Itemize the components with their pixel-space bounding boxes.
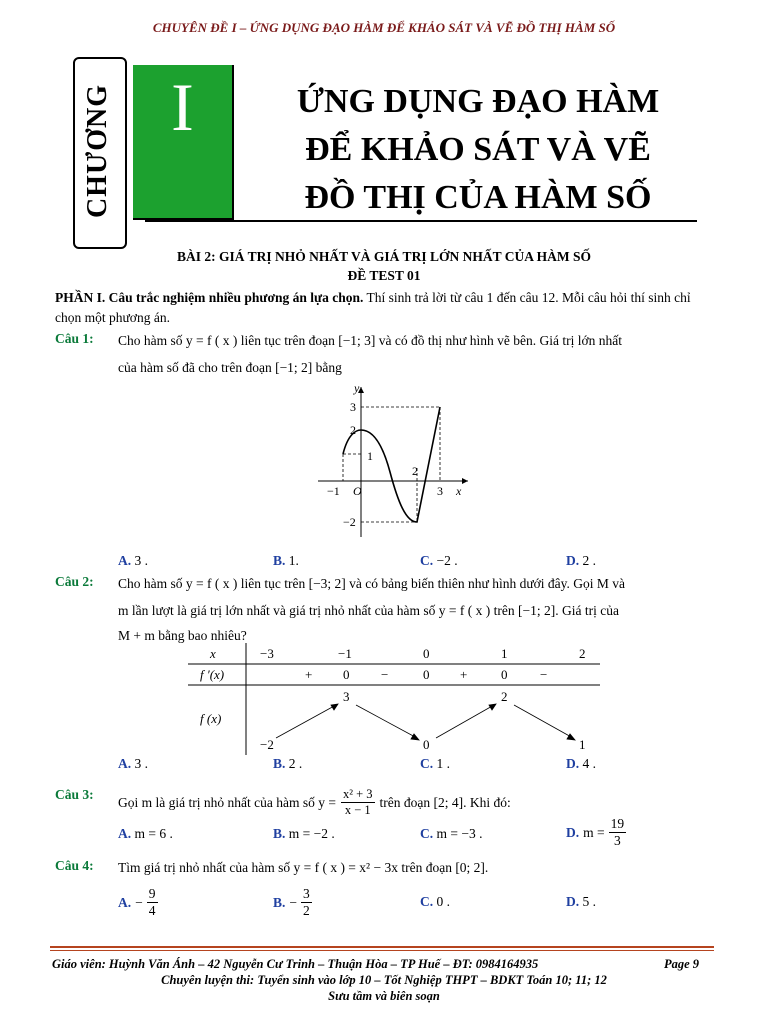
numerator: 3 — [303, 886, 310, 901]
question-text: của hàm số đã cho trên đoạn [−1; 2] bằng — [118, 360, 342, 375]
option-a[interactable]: A. 3 . — [118, 756, 148, 771]
question-label: Câu 3: — [55, 787, 94, 802]
variation-arrows — [276, 704, 575, 740]
fraction — [301, 886, 312, 919]
option-a[interactable]: A. − $\frac{9}{4}$ — [118, 886, 156, 918]
chapter-word: CHƯƠNG — [82, 83, 114, 219]
question-text: m lần lượt là giá trị lớn nhất và giá trị nhỏ nhất của hàm số y = f ( x ) trên [−1; 2]. Giá trị của — [118, 603, 619, 618]
x-value: −3 — [260, 646, 274, 661]
option-b[interactable]: B. m = −2 . — [273, 826, 335, 841]
origin-label: O — [353, 484, 362, 498]
fraction — [609, 816, 627, 849]
sign-value: 0 — [343, 667, 350, 682]
x-value: 2 — [579, 646, 586, 661]
curve — [343, 407, 440, 522]
title-underline — [145, 220, 697, 222]
tick-label: 3 — [437, 484, 443, 498]
question-label: Câu 4: — [55, 858, 94, 873]
lesson-title: BÀI 2: GIÁ TRỊ NHỎ NHẤT VÀ GIÁ TRỊ LỚN NHẤT CỦA HÀM SỐ — [177, 249, 591, 264]
chapter-label — [73, 57, 123, 245]
sign-value: 0 — [501, 667, 508, 682]
running-header: CHUYÊN ĐỀ I – ỨNG DỤNG ĐẠO HÀM ĐỂ KHẢO SÁT VÀ VẼ ĐỒ THỊ HÀM SỐ — [152, 20, 616, 35]
footer-course: Chuyên luyện thi: Tuyển sinh vào lớp 10 – Tốt Nghiệp THPT – BDKT Toán 10; 11; 12 — [161, 973, 607, 987]
f-value: 3 — [343, 689, 350, 704]
row-header: f (x) — [200, 711, 222, 726]
f-value: 1 — [579, 737, 586, 752]
tick-label: 2 — [412, 464, 418, 478]
option-c[interactable]: C. −2 . — [420, 553, 458, 568]
numerator: 19 — [610, 816, 625, 831]
y-axis-label: y — [354, 382, 360, 395]
sign-value: 0 — [423, 667, 430, 682]
chapter-title — [258, 78, 698, 222]
part-instructions — [55, 288, 715, 328]
page-number: Page 9 — [664, 957, 700, 971]
denominator: 3 — [614, 833, 621, 848]
tick-label: 1 — [367, 449, 373, 463]
x-axis-label: x — [456, 484, 462, 498]
row-header: x — [210, 646, 216, 661]
denominator: 4 — [148, 903, 156, 918]
tick-label: 2 — [350, 423, 356, 437]
option-d[interactable]: D. 4 . — [566, 756, 596, 771]
option-c[interactable]: C. m = −3 . — [420, 826, 483, 841]
question-text: Cho hàm số y = f ( x ) liên tục trên đoạn [−1; 3] và có đồ thị như hình vẽ bên. Giá trị lớn nhất — [118, 333, 622, 348]
chapter-number: I — [171, 69, 194, 145]
question-label: Câu 1: — [55, 331, 94, 346]
test-title: ĐỀ TEST 01 — [347, 268, 421, 283]
fraction — [341, 787, 375, 818]
question-prefix: Gọi m là giá trị nhỏ nhất của hàm số y = — [118, 794, 336, 810]
question-text: Cho hàm số y = f ( x ) liên tục trên [−3; 2] và có bảng biến thiên như hình dưới đây. Gọi M và — [118, 576, 626, 591]
sign-value: + — [460, 667, 468, 682]
option-a[interactable]: A. 3 . — [118, 553, 148, 568]
fraction — [147, 886, 158, 919]
option-c[interactable]: C. 1 . — [420, 756, 450, 771]
f-value: −2 — [260, 737, 274, 752]
chapter-title-line: ĐỒ THỊ CỦA HÀM SỐ — [304, 179, 652, 216]
chapter-title-line: ĐỂ KHẢO SÁT VÀ VẼ — [305, 131, 651, 168]
footer-rule — [50, 950, 714, 951]
option-b[interactable]: B. 1. — [273, 553, 299, 568]
sign-value: − — [381, 667, 389, 682]
option-b[interactable]: B. − $\frac{3}{2}$ — [273, 886, 310, 918]
part-heading: PHẦN I. Câu trắc nghiệm nhiều phương án lựa chọn. — [55, 290, 364, 305]
part-text: Thí sinh trả lời từ câu 1 đến câu 12. Mỗi câu hỏi thí sinh chỉ chọn một phương án. — [55, 290, 691, 325]
f-value: 0 — [423, 737, 430, 752]
tick-label: 3 — [350, 400, 356, 414]
x-value: −1 — [338, 646, 352, 661]
x-value: 1 — [501, 646, 508, 661]
question-suffix: trên đoạn [2; 4]. Khi đó: — [379, 794, 511, 810]
tick-label: −2 — [343, 515, 356, 529]
numerator: x² + 3 — [342, 787, 373, 801]
option-d[interactable]: D. m = $\frac{19}{3}$ — [566, 816, 625, 848]
footer-note: Sưu tầm và biên soạn — [328, 989, 440, 1003]
function-graph — [310, 382, 475, 542]
question-text — [118, 787, 511, 818]
variation-table — [188, 643, 600, 755]
sign-value: + — [305, 667, 313, 682]
x-value: 0 — [423, 646, 430, 661]
f-value: 2 — [501, 689, 508, 704]
x-axis-arrow — [462, 478, 468, 484]
footer-teacher: Giáo viên: Huỳnh Văn Ánh – 42 Nguyễn Cư Trinh – Thuận Hòa – TP Huế – ĐT: 0984164935 — [52, 957, 539, 971]
option-d[interactable]: D. 2 . — [566, 553, 596, 568]
tick-label: −1 — [327, 484, 340, 498]
question-text: M + m bằng bao nhiêu? — [118, 628, 247, 643]
option-a[interactable]: A. m = 6 . — [118, 826, 173, 841]
row-header: f ′(x) — [200, 667, 225, 682]
question-text: Tìm giá trị nhỏ nhất của hàm số y = f ( x ) = x² − 3x trên đoạn [0; 2]. — [118, 860, 489, 875]
sign-value: − — [540, 667, 548, 682]
denominator: x − 1 — [344, 803, 371, 817]
guide-lines — [343, 407, 440, 522]
denominator: 2 — [303, 903, 310, 918]
chapter-title-line: ỨNG DỤNG ĐẠO HÀM — [296, 83, 660, 120]
option-b[interactable]: B. 2 . — [273, 756, 303, 771]
option-d[interactable]: D. 5 . — [566, 894, 596, 909]
numerator: 9 — [148, 886, 156, 901]
question-label: Câu 2: — [55, 574, 94, 589]
option-c[interactable]: C. 0 . — [420, 894, 450, 909]
footer-rule — [50, 946, 714, 948]
